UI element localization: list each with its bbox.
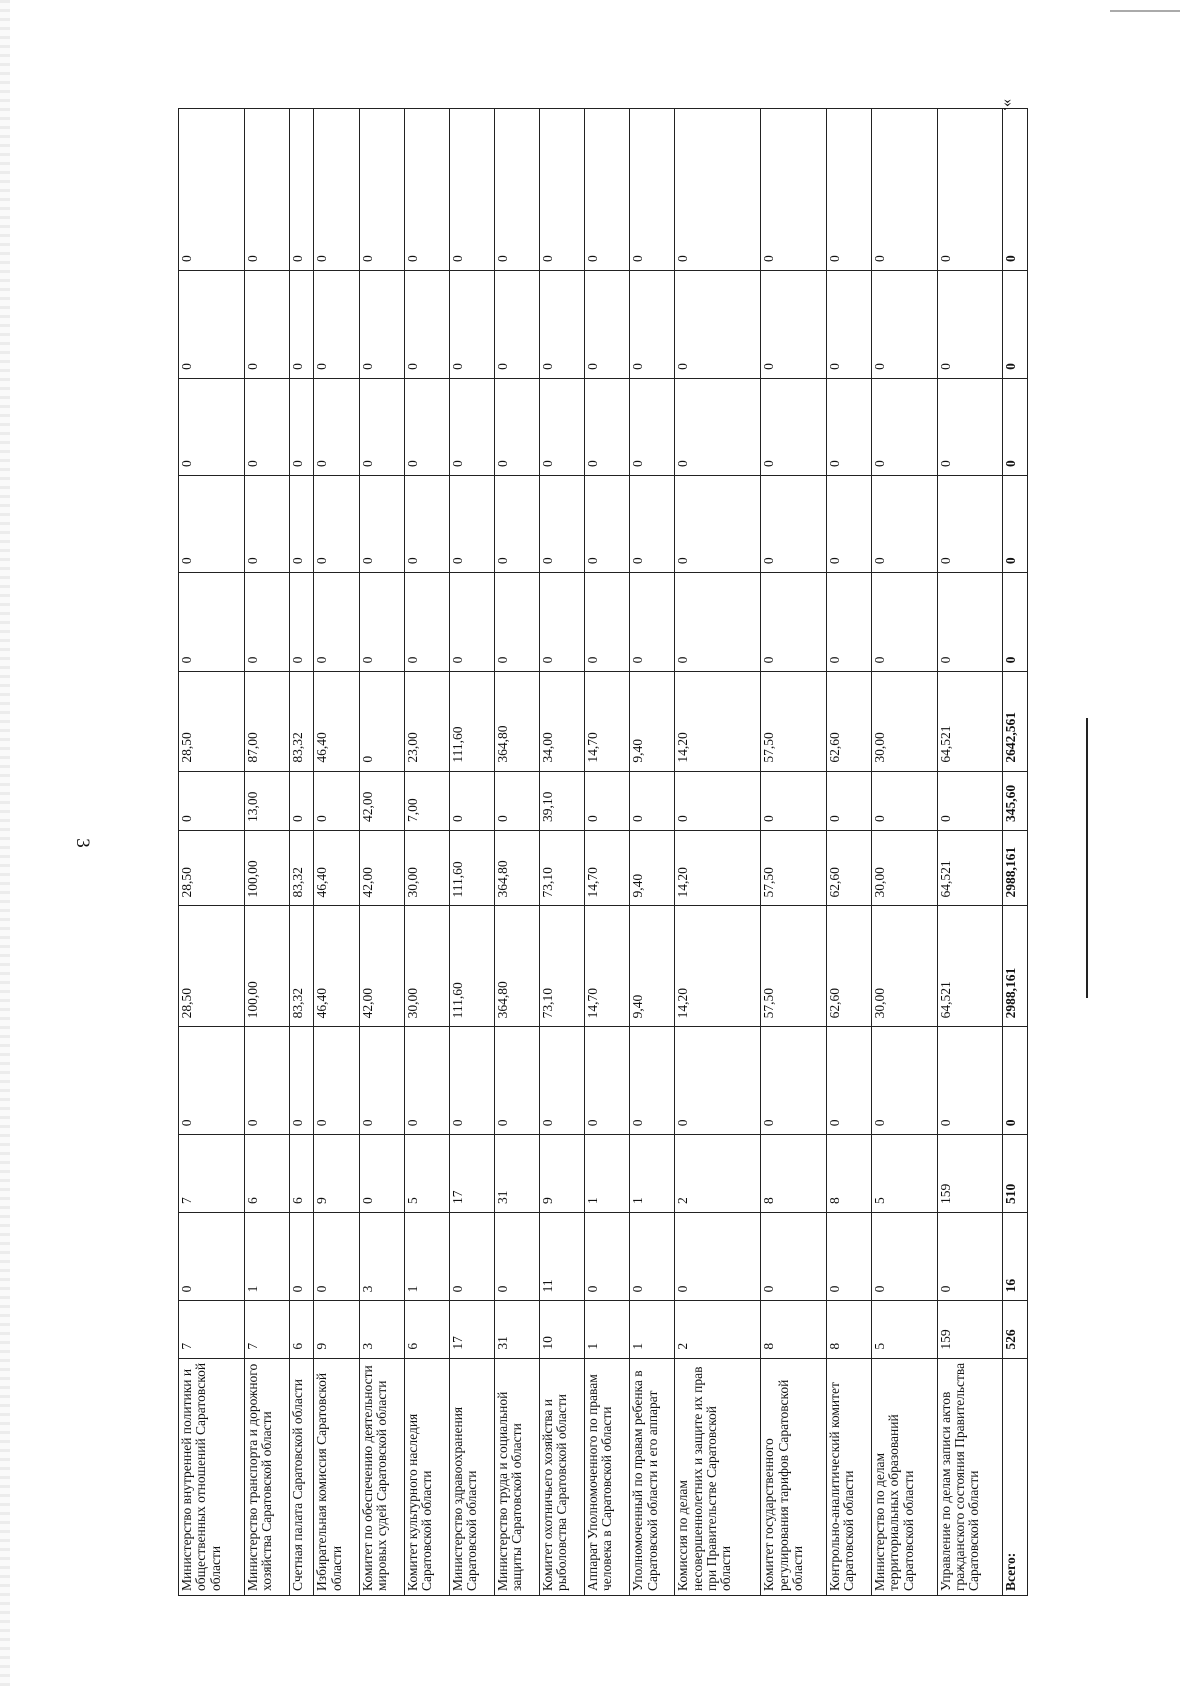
table-cell: 83,32	[289, 672, 314, 771]
table-cell: 1	[244, 1212, 289, 1300]
table-cell: 0	[675, 475, 761, 572]
table-cell: 2	[675, 1301, 761, 1358]
total-label: Всего:	[1003, 1358, 1028, 1595]
table-cell: 0	[585, 270, 630, 378]
table-cell: 0	[244, 270, 289, 378]
table-cell: 2642,561	[1003, 672, 1028, 771]
table-cell: 1	[630, 1135, 675, 1213]
table-cell: 0	[179, 109, 245, 271]
table-cell: 46,40	[314, 906, 359, 1027]
table-cell: 17	[449, 1301, 494, 1358]
table-cell: 30,00	[872, 830, 938, 906]
table-row	[761, 109, 827, 1596]
table-row	[630, 109, 675, 1596]
table-cell: 42,00	[359, 830, 404, 906]
table-cell: 0	[359, 573, 404, 672]
table-cell: 0	[449, 378, 494, 475]
table-cell: 0	[179, 771, 245, 830]
table-cell: 0	[826, 109, 871, 271]
table-cell: 39,10	[540, 771, 585, 830]
table-cell: 0	[826, 475, 871, 572]
table-cell: 0	[937, 475, 1003, 572]
agency-name: Комиссия по делам несовершеннолетних и защите их прав при Правительстве Саратовской области	[675, 1358, 761, 1595]
table-cell: 0	[872, 1212, 938, 1300]
agency-name: Комитет по обеспечению деятельности мировых судей Саратовской области	[359, 1358, 404, 1595]
table-cell: 31	[494, 1301, 539, 1358]
table-cell: 159	[937, 1301, 1003, 1358]
table-row	[937, 109, 1003, 1596]
table-cell: 0	[314, 573, 359, 672]
table-cell: 0	[675, 573, 761, 672]
table-cell: 100,00	[244, 830, 289, 906]
table-cell: 0	[937, 771, 1003, 830]
table-cell: 0	[289, 378, 314, 475]
table-cell: 0	[540, 1027, 585, 1135]
table-cell: 0	[449, 109, 494, 271]
table-cell: 159	[937, 1135, 1003, 1213]
table-cell: 510	[1003, 1135, 1028, 1213]
table-cell: 111,60	[449, 830, 494, 906]
table-cell: 0	[937, 573, 1003, 672]
table-cell: 0	[937, 1027, 1003, 1135]
table-row	[675, 109, 761, 1596]
table-cell: 0	[937, 1212, 1003, 1300]
table-cell: 0	[937, 270, 1003, 378]
table-cell: 57,50	[761, 830, 827, 906]
table-cell: 364,80	[494, 830, 539, 906]
table-cell: 0	[675, 109, 761, 271]
table-cell: 64,521	[937, 672, 1003, 771]
table-cell: 0	[872, 270, 938, 378]
table-cell: 0	[1003, 475, 1028, 572]
table-cell: 0	[1003, 378, 1028, 475]
table-cell: 28,50	[179, 906, 245, 1027]
table-cell: 0	[314, 270, 359, 378]
table-cell: 64,521	[937, 906, 1003, 1027]
table-row	[359, 109, 404, 1596]
table-cell: 0	[585, 378, 630, 475]
table-cell: 42,00	[359, 906, 404, 1027]
agency-name: Министерство транспорта и дорожного хозяйства Саратовской области	[244, 1358, 289, 1595]
table-cell: 0	[179, 378, 245, 475]
table-body	[179, 109, 1028, 1596]
table-cell: 1	[630, 1301, 675, 1358]
agency-name: Комитет охотничьего хозяйства и рыболовства Саратовской области	[540, 1358, 585, 1595]
table-cell: 0	[179, 270, 245, 378]
table-cell: 83,32	[289, 906, 314, 1027]
table-cell: 0	[314, 475, 359, 572]
table-cell: 57,50	[761, 906, 827, 1027]
table-cell: 9,40	[630, 672, 675, 771]
table-cell: 30,00	[872, 906, 938, 1027]
table-cell: 0	[494, 1212, 539, 1300]
agency-name: Уполномоченный по правам ребенка в Саратовской области и его аппарат	[630, 1358, 675, 1595]
table-cell: 7,00	[404, 771, 449, 830]
table-cell: 0	[359, 672, 404, 771]
table-row	[540, 109, 585, 1596]
scan-edge-mark	[1110, 10, 1180, 12]
table-cell: 0	[179, 1212, 245, 1300]
total-row	[1003, 109, 1028, 1596]
table-cell: 0	[630, 378, 675, 475]
table-cell: 0	[244, 573, 289, 672]
table-cell: 9,40	[630, 906, 675, 1027]
table-cell: 0	[289, 109, 314, 271]
agency-name: Министерство по делам территориальных образований Саратовской области	[872, 1358, 938, 1595]
table-cell: 0	[359, 1027, 404, 1135]
table-cell: 0	[872, 771, 938, 830]
table-cell: 3	[359, 1301, 404, 1358]
table-cell: 73,10	[540, 906, 585, 1027]
table-cell: 23,00	[404, 672, 449, 771]
table-cell: 0	[494, 1027, 539, 1135]
table-cell: 62,60	[826, 830, 871, 906]
table-cell: 0	[675, 771, 761, 830]
table-cell: 0	[494, 109, 539, 271]
table-area	[178, 108, 1028, 1596]
table-row	[314, 109, 359, 1596]
table-cell: 2988,161	[1003, 906, 1028, 1027]
agency-name: Аппарат Уполномоченного по правам человека в Саратовской области	[585, 1358, 630, 1595]
table-cell: 30,00	[872, 672, 938, 771]
table-cell: 46,40	[314, 672, 359, 771]
table-cell: 5	[872, 1135, 938, 1213]
table-cell: 30,00	[404, 906, 449, 1027]
table-cell: 34,00	[540, 672, 585, 771]
table-cell: 0	[494, 378, 539, 475]
table-cell: 0	[359, 1135, 404, 1213]
table-cell: 0	[244, 378, 289, 475]
table-cell: 42,00	[359, 771, 404, 830]
table-cell: 1	[404, 1212, 449, 1300]
table-cell: 13,00	[244, 771, 289, 830]
table-cell: 83,32	[289, 830, 314, 906]
agency-name: Контрольно-аналитический комитет Саратовской области	[826, 1358, 871, 1595]
table-cell: 5	[404, 1135, 449, 1213]
table-cell: 0	[826, 771, 871, 830]
table-cell: 0	[872, 573, 938, 672]
table-cell: 0	[872, 109, 938, 271]
table-cell: 87,00	[244, 672, 289, 771]
table-cell: 73,10	[540, 830, 585, 906]
table-cell: 16	[1003, 1212, 1028, 1300]
table-row	[289, 109, 314, 1596]
table-cell: 0	[826, 1212, 871, 1300]
agency-name: Комитет культурного наследия Саратовской области	[404, 1358, 449, 1595]
table-cell: 62,60	[826, 672, 871, 771]
table-cell: 14,20	[675, 672, 761, 771]
table-cell: 111,60	[449, 906, 494, 1027]
data-table	[178, 108, 1028, 1596]
table-cell: 0	[314, 1027, 359, 1135]
table-cell: 2988,161	[1003, 830, 1028, 906]
table-cell: 0	[540, 573, 585, 672]
table-cell: 14,70	[585, 906, 630, 1027]
agency-name: Управление по делам записи актов гражданского состояния Правительства Саратовской области	[937, 1358, 1003, 1595]
table-cell: 0	[585, 1212, 630, 1300]
table-cell: 0	[761, 475, 827, 572]
table-cell: 8	[826, 1135, 871, 1213]
table-cell: 0	[289, 573, 314, 672]
table-cell: 0	[179, 475, 245, 572]
table-cell: 0	[244, 1027, 289, 1135]
table-cell: 0	[675, 378, 761, 475]
table-cell: 0	[1003, 270, 1028, 378]
table-cell: 0	[826, 378, 871, 475]
table-cell: 7	[179, 1301, 245, 1358]
table-cell: 0	[872, 378, 938, 475]
table-cell: 0	[630, 573, 675, 672]
table-cell: 0	[404, 270, 449, 378]
table-cell: 0	[761, 378, 827, 475]
table-cell: 0	[1003, 109, 1028, 271]
table-cell: 0	[872, 475, 938, 572]
table-cell: 0	[585, 573, 630, 672]
signature-rule	[1086, 718, 1088, 998]
page-number: 3	[72, 838, 93, 848]
table-cell: 6	[244, 1135, 289, 1213]
table-cell: 0	[449, 1212, 494, 1300]
table-cell: 14,70	[585, 830, 630, 906]
table-cell: 0	[761, 573, 827, 672]
table-cell: 0	[630, 1212, 675, 1300]
table-cell: 0	[494, 573, 539, 672]
table-cell: 0	[630, 475, 675, 572]
table-cell: 9	[314, 1135, 359, 1213]
table-row	[449, 109, 494, 1596]
table-cell: 0	[289, 475, 314, 572]
table-cell: 14,20	[675, 906, 761, 1027]
table-cell: 46,40	[314, 830, 359, 906]
table-cell: 0	[289, 270, 314, 378]
table-row	[585, 109, 630, 1596]
table-cell: 5	[872, 1301, 938, 1358]
table-cell: 0	[585, 771, 630, 830]
table-row	[179, 109, 245, 1596]
table-cell: 9	[540, 1135, 585, 1213]
closing-quote: ».	[1000, 99, 1017, 111]
table-cell: 17	[449, 1135, 494, 1213]
table-cell: 0	[1003, 573, 1028, 672]
scan-edge	[0, 0, 10, 1686]
table-cell: 2	[675, 1135, 761, 1213]
table-row	[872, 109, 938, 1596]
table-cell: 9	[314, 1301, 359, 1358]
table-cell: 0	[449, 475, 494, 572]
table-cell: 7	[244, 1301, 289, 1358]
table-cell: 0	[359, 270, 404, 378]
table-cell: 0	[585, 109, 630, 271]
table-cell: 111,60	[449, 672, 494, 771]
table-cell: 14,20	[675, 830, 761, 906]
table-cell: 28,50	[179, 830, 245, 906]
table-cell: 0	[449, 270, 494, 378]
table-cell: 0	[826, 573, 871, 672]
table-cell: 0	[494, 270, 539, 378]
table-cell: 0	[404, 475, 449, 572]
table-cell: 0	[826, 270, 871, 378]
table-cell: 7	[179, 1135, 245, 1213]
table-cell: 0	[630, 771, 675, 830]
table-cell: 0	[761, 109, 827, 271]
table-cell: 1	[585, 1301, 630, 1358]
table-cell: 10	[540, 1301, 585, 1358]
agency-name: Министерство труда и социальной защиты Саратовской области	[494, 1358, 539, 1595]
table-cell: 0	[585, 1027, 630, 1135]
table-cell: 0	[630, 270, 675, 378]
table-cell: 0	[872, 1027, 938, 1135]
table-cell: 0	[826, 1027, 871, 1135]
table-cell: 8	[761, 1301, 827, 1358]
table-cell: 11	[540, 1212, 585, 1300]
table-cell: 31	[494, 1135, 539, 1213]
table-cell: 0	[630, 1027, 675, 1135]
table-cell: 3	[359, 1212, 404, 1300]
table-cell: 364,80	[494, 672, 539, 771]
table-cell: 0	[404, 109, 449, 271]
table-cell: 0	[359, 475, 404, 572]
table-cell: 0	[540, 270, 585, 378]
agency-name: Избирательная комиссия Саратовской области	[314, 1358, 359, 1595]
table-cell: 0	[675, 1027, 761, 1135]
agency-name: Министерство внутренней политики и общественных отношений Саратовской области	[179, 1358, 245, 1595]
table-cell: 0	[359, 378, 404, 475]
table-cell: 0	[630, 109, 675, 271]
agency-name: Счетная палата Саратовской области	[289, 1358, 314, 1595]
table-cell: 0	[1003, 1027, 1028, 1135]
table-cell: 0	[404, 378, 449, 475]
table-cell: 0	[540, 475, 585, 572]
table-cell: 0	[449, 1027, 494, 1135]
table-cell: 0	[540, 378, 585, 475]
table-cell: 0	[540, 109, 585, 271]
table-cell: 0	[675, 270, 761, 378]
table-cell: 526	[1003, 1301, 1028, 1358]
table-cell: 0	[449, 573, 494, 672]
table-cell: 64,521	[937, 830, 1003, 906]
table-cell: 0	[314, 1212, 359, 1300]
table-cell: 0	[359, 109, 404, 271]
table-cell: 0	[179, 573, 245, 672]
table-cell: 57,50	[761, 672, 827, 771]
table-cell: 0	[289, 771, 314, 830]
table-cell: 0	[179, 1027, 245, 1135]
table-row	[244, 109, 289, 1596]
table-cell: 0	[244, 109, 289, 271]
table-cell: 28,50	[179, 672, 245, 771]
table-cell: 8	[826, 1301, 871, 1358]
table-cell: 100,00	[244, 906, 289, 1027]
table-cell: 6	[289, 1301, 314, 1358]
agency-name: Комитет государственного регулирования тарифов Саратовской области	[761, 1358, 827, 1595]
table-cell: 6	[404, 1301, 449, 1358]
table-cell: 9,40	[630, 830, 675, 906]
table-cell: 0	[675, 1212, 761, 1300]
table-cell: 0	[314, 378, 359, 475]
table-cell: 0	[761, 270, 827, 378]
table-row	[826, 109, 871, 1596]
table-cell: 62,60	[826, 906, 871, 1027]
table-cell: 0	[761, 1212, 827, 1300]
table-cell: 0	[761, 1027, 827, 1135]
table-cell: 0	[937, 109, 1003, 271]
table-cell: 0	[761, 771, 827, 830]
table-cell: 345,60	[1003, 771, 1028, 830]
table-cell: 0	[314, 771, 359, 830]
table-cell: 0	[289, 1027, 314, 1135]
table-row	[494, 109, 539, 1596]
agency-name: Министерство здравоохранения Саратовской области	[449, 1358, 494, 1595]
table-cell: 0	[585, 475, 630, 572]
table-cell: 0	[449, 771, 494, 830]
table-cell: 0	[494, 475, 539, 572]
table-cell: 0	[404, 573, 449, 672]
table-cell: 0	[494, 771, 539, 830]
table-cell: 0	[244, 475, 289, 572]
table-cell: 8	[761, 1135, 827, 1213]
table-cell: 1	[585, 1135, 630, 1213]
table-cell: 30,00	[404, 830, 449, 906]
table-cell: 14,70	[585, 672, 630, 771]
table-cell: 0	[937, 378, 1003, 475]
table-cell: 0	[314, 109, 359, 271]
table-cell: 6	[289, 1135, 314, 1213]
table-cell: 364,80	[494, 906, 539, 1027]
table-cell: 0	[289, 1212, 314, 1300]
table-cell: 0	[404, 1027, 449, 1135]
table-row	[404, 109, 449, 1596]
